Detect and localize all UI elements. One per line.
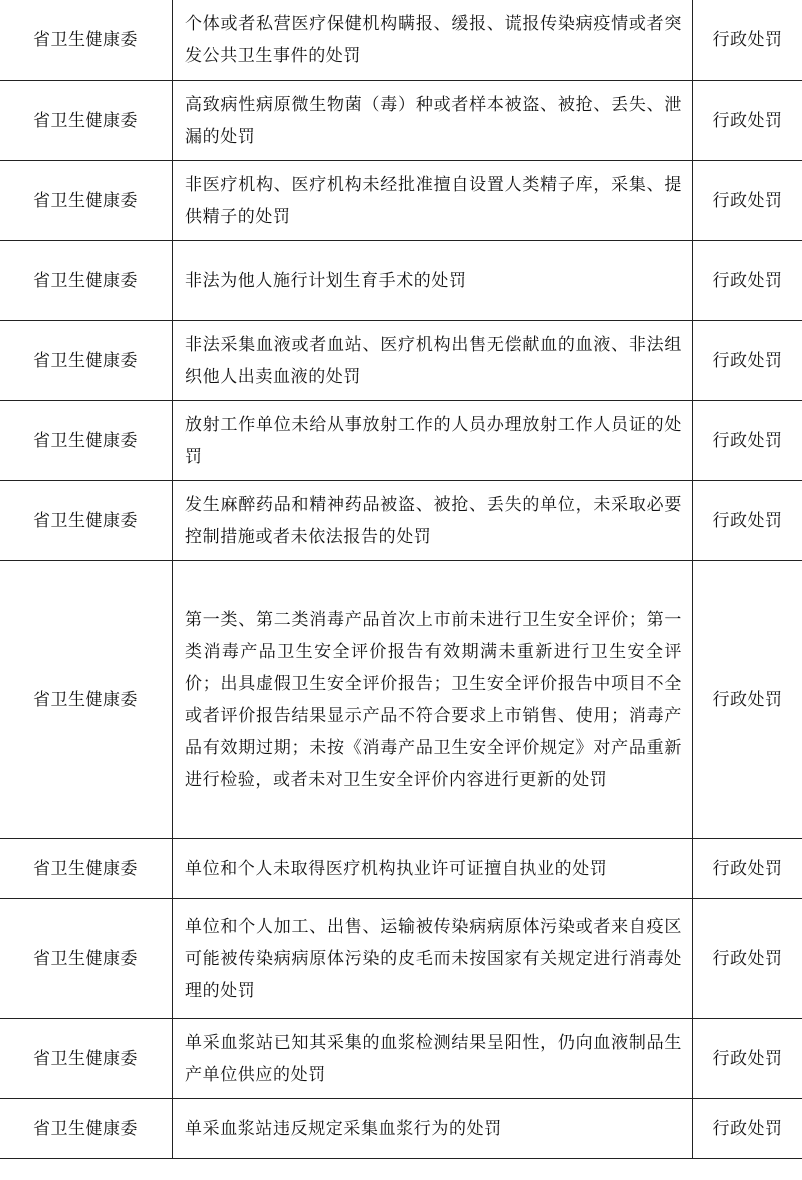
item-name-cell: 单位和个人加工、出售、运输被传染病病原体污染或者来自疫区可能被传染病病原体污染的皮毛而未按国家有关规定进行消毒处理的处罚 [173,899,693,1019]
item-name-cell: 非医疗机构、医疗机构未经批准擅自设置人类精子库，采集、提供精子的处罚 [173,161,693,241]
table-row [0,1099,802,1159]
category-cell: 行政处罚 [693,561,802,839]
category-cell: 行政处罚 [693,81,802,161]
category-cell: 行政处罚 [693,401,802,481]
item-name-cell: 非法为他人施行计划生育手术的处罚 [173,241,693,321]
table-row [0,321,802,401]
department-cell: 省卫生健康委 [0,481,173,561]
department-cell: 省卫生健康委 [0,81,173,161]
department-cell: 省卫生健康委 [0,321,173,401]
category-cell: 行政处罚 [693,321,802,401]
category-cell: 行政处罚 [693,241,802,321]
item-name-cell: 单采血浆站违反规定采集血浆行为的处罚 [173,1099,693,1159]
category-cell: 行政处罚 [693,839,802,899]
table-row [0,1019,802,1099]
table-row [0,81,802,161]
table-row [0,401,802,481]
item-name-cell: 单采血浆站已知其采集的血浆检测结果呈阳性，仍向血液制品生产单位供应的处罚 [173,1019,693,1099]
item-name-cell: 高致病性病原微生物菌（毒）种或者样本被盗、被抢、丢失、泄漏的处罚 [173,81,693,161]
category-cell: 行政处罚 [693,1099,802,1159]
department-cell: 省卫生健康委 [0,401,173,481]
item-name-cell: 非法采集血液或者血站、医疗机构出售无偿献血的血液、非法组织他人出卖血液的处罚 [173,321,693,401]
category-cell: 行政处罚 [693,1019,802,1099]
department-cell: 省卫生健康委 [0,0,173,81]
table-row [0,161,802,241]
category-cell: 行政处罚 [693,481,802,561]
department-cell: 省卫生健康委 [0,1019,173,1099]
category-cell: 行政处罚 [693,161,802,241]
department-cell: 省卫生健康委 [0,561,173,839]
table-row [0,0,802,81]
item-name-cell: 第一类、第二类消毒产品首次上市前未进行卫生安全评价；第一类消毒产品卫生安全评价报告有效期满未重新进行卫生安全评价；出具虚假卫生安全评价报告；卫生安全评价报告中项目不全或者评价报告结果显示产品不符合要求上市销售、使用；消毒产品有效期过期；未按《消毒产品卫生安全评价规定》对产品重新进行检验，或者未对卫生安全评价内容进行更新的处罚 [173,561,693,839]
table-row [0,899,802,1019]
table-row [0,481,802,561]
department-cell: 省卫生健康委 [0,161,173,241]
category-cell: 行政处罚 [693,899,802,1019]
table-row [0,839,802,899]
department-cell: 省卫生健康委 [0,1099,173,1159]
department-cell: 省卫生健康委 [0,899,173,1019]
item-name-cell: 单位和个人未取得医疗机构执业许可证擅自执业的处罚 [173,839,693,899]
table-row [0,241,802,321]
item-name-cell: 发生麻醉药品和精神药品被盗、被抢、丢失的单位，未采取必要控制措施或者未依法报告的处罚 [173,481,693,561]
department-cell: 省卫生健康委 [0,241,173,321]
department-cell: 省卫生健康委 [0,839,173,899]
table-row [0,561,802,839]
item-name-cell: 放射工作单位未给从事放射工作的人员办理放射工作人员证的处罚 [173,401,693,481]
item-name-cell: 个体或者私营医疗保健机构瞒报、缓报、谎报传染病疫情或者突发公共卫生事件的处罚 [173,0,693,81]
category-cell: 行政处罚 [693,0,802,81]
